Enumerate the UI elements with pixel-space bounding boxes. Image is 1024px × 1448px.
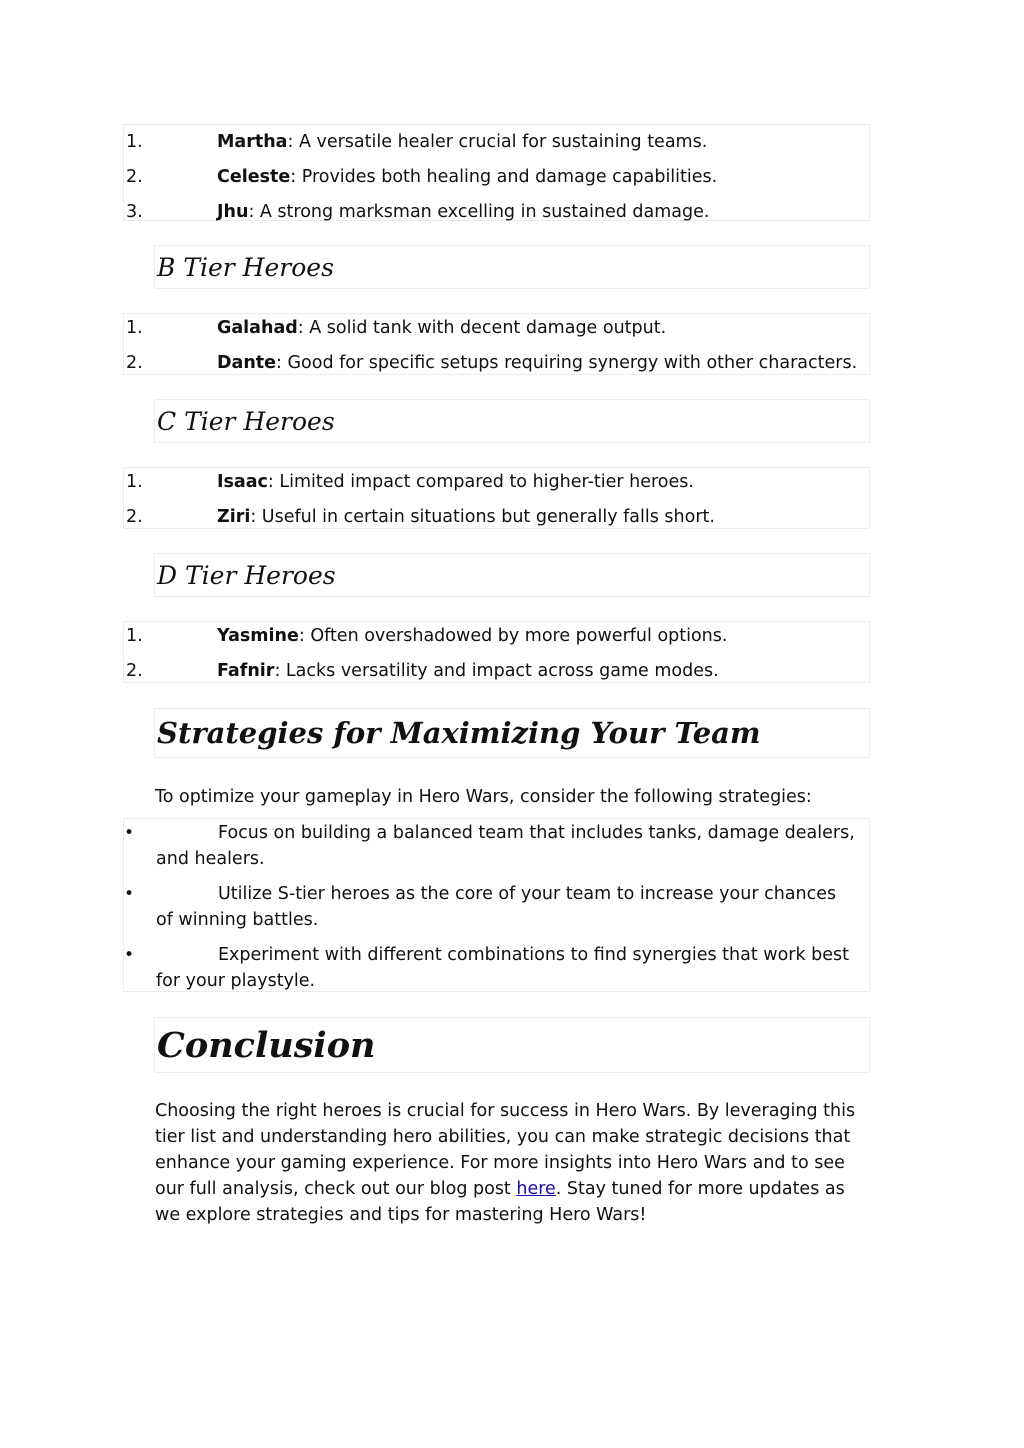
d-tier-heading-block (154, 553, 870, 597)
hero-description: : Good for specific setups requiring synergy with other characters. (276, 353, 858, 373)
hero-description: : Often overshadowed by more powerful options. (298, 626, 728, 646)
list-item (124, 942, 869, 994)
list-text (217, 346, 857, 381)
a-tier-list (123, 124, 870, 221)
list-number: 1. (126, 132, 143, 152)
c-tier-list (123, 467, 870, 529)
hero-description: : A versatile healer crucial for sustaining teams. (287, 132, 708, 152)
hero-description: : A solid tank with decent damage output. (297, 318, 667, 338)
hero-name: Galahad (217, 318, 298, 338)
b-tier-list (123, 313, 870, 375)
bullet-icon: • (124, 823, 135, 843)
hero-name: Fafnir (217, 661, 275, 681)
list-number: 1. (126, 626, 143, 646)
list-text (217, 195, 709, 230)
b-tier-heading-block (154, 245, 870, 289)
list-text (217, 125, 707, 160)
conclusion-heading-block (154, 1017, 870, 1073)
strategies-intro: To optimize your gameplay in Hero Wars, consider the following strategies: (155, 787, 812, 807)
bullet-text: Focus on building a balanced team that includes tanks, damage dealers, and healers. (156, 823, 855, 869)
list-item (124, 881, 869, 933)
conclusion-text-end: . Stay tuned for more updates as we explore strategies and tips for mastering Hero Wars! (155, 1179, 845, 1225)
blog-post-link[interactable]: here (516, 1179, 556, 1199)
list-text (217, 654, 719, 689)
c-tier-heading: C Tier Heroes (157, 407, 335, 436)
hero-name: Yasmine (217, 626, 299, 646)
list-text (217, 160, 717, 195)
hero-name: Dante (217, 353, 277, 373)
strategies-heading-block (154, 708, 870, 758)
list-text (217, 311, 666, 346)
strategies-heading: Strategies for Maximizing Your Team (157, 716, 761, 750)
list-number: 1. (126, 472, 143, 492)
list-text (217, 619, 727, 654)
hero-description: : Provides both healing and damage capabilities. (290, 167, 718, 187)
list-item (124, 820, 869, 872)
hero-description: : Lacks versatility and impact across game modes. (274, 661, 719, 681)
strategies-bullet-list (123, 818, 870, 992)
bullet-text: Utilize S-tier heroes as the core of your team to increase your chances of winning battles. (156, 884, 837, 930)
conclusion-heading: Conclusion (157, 1025, 376, 1066)
list-number: 2. (126, 353, 143, 373)
c-tier-heading-block (154, 399, 870, 443)
d-tier-list (123, 621, 870, 683)
bullet-icon: • (124, 884, 135, 904)
list-number: 2. (126, 167, 143, 187)
hero-name: Ziri (217, 507, 251, 527)
hero-name: Martha (217, 132, 288, 152)
hero-description: : A strong marksman excelling in sustained damage. (248, 202, 710, 222)
hero-name: Isaac (217, 472, 268, 492)
conclusion-text: Choosing the right heroes is crucial for success in Hero Wars. By leveraging this tier list and understanding hero abilities, you can make strategic decisions that enhance your gaming experience. For more insights into Hero Wars and to see our full analysis, check out our blog post (155, 1101, 856, 1199)
bullet-icon: • (124, 945, 135, 965)
list-number: 3. (126, 202, 143, 222)
list-text (217, 465, 694, 500)
conclusion-paragraph (155, 1098, 860, 1228)
hero-description: : Useful in certain situations but generally falls short. (250, 507, 715, 527)
hero-name: Jhu (217, 202, 249, 222)
hero-name: Celeste (217, 167, 291, 187)
hero-description: : Limited impact compared to higher-tier heroes. (267, 472, 694, 492)
b-tier-heading: B Tier Heroes (157, 253, 334, 282)
d-tier-heading: D Tier Heroes (157, 561, 336, 590)
list-text (217, 500, 715, 535)
list-number: 1. (126, 318, 143, 338)
bullet-text: Experiment with different combinations to find synergies that work best for your playstyle. (156, 945, 850, 991)
list-number: 2. (126, 661, 143, 681)
list-number: 2. (126, 507, 143, 527)
